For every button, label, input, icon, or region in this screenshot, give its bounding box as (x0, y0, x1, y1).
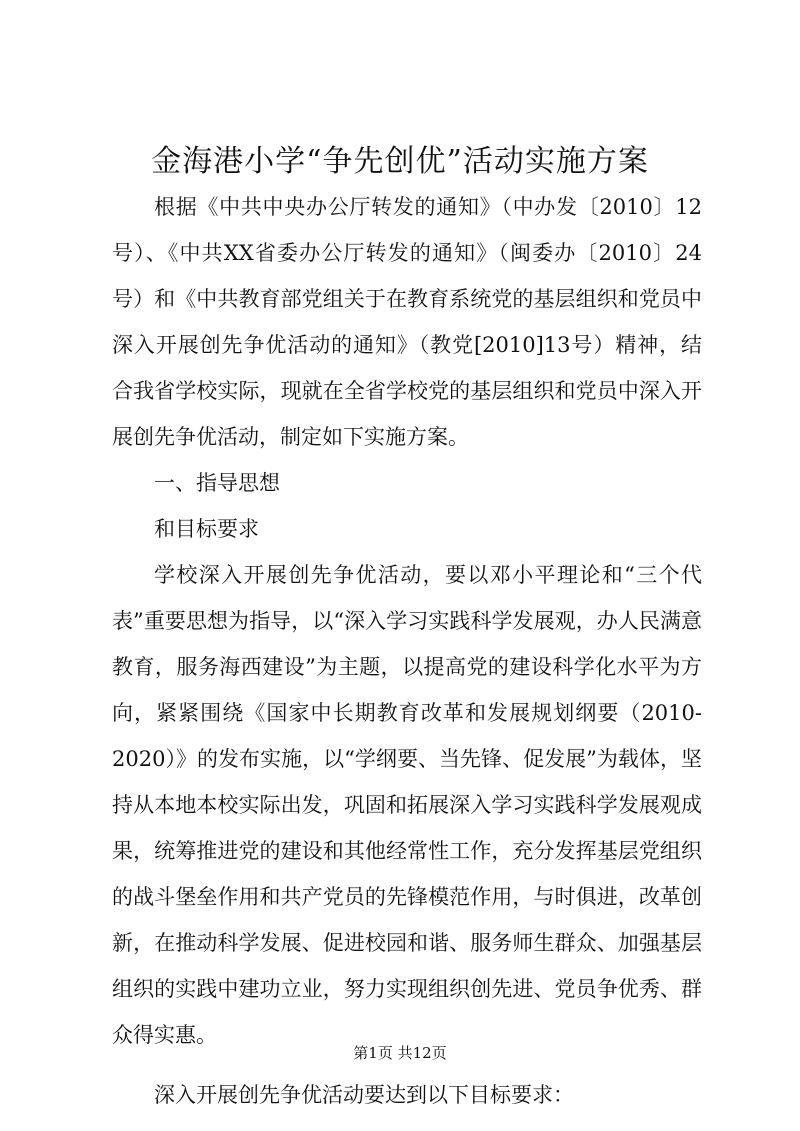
heading-goals: 和目标要求 (154, 517, 259, 541)
paragraph-basis: 根据《中共中央办公厅转发的通知》（中办发〔2010〕12号）、《中共XX省委办公厅转发的通知》（闽委办〔2010〕24号）和《中共教育部党组关于在教育系统党的基层组织和党员中深入开展创先争优活动的通知》（教党[2010]13号）精神，结合我省学校实际，现就在全省学校党的基层组织和党员中深入开展创先争优活动，制定如下实施方案。 (112, 195, 702, 449)
document-body (112, 184, 702, 1118)
page-number-footer: 第1页 共12页 (353, 1044, 447, 1062)
paragraph-guiding-content: 学校深入开展创先争优活动，要以邓小平理论和“三个代表”重要思想为指导，以“深入学习实践科学发展观，办人民满意教育，服务海西建设”为主题，以提高党的建设科学化水平为方向，紧紧围绕《国家中长期教育改革和发展规划纲要（2010-2020）》的发布实施，以“学纲要、当先锋、促发展”为载体，坚持从本地本校实际出发，巩固和拓展深入学习实践科学发展观成果，统筹推进党的建设和其他经常性工作，充分发挥基层党组织的战斗堡垒作用和共产党员的先锋模范作用，与时俱进，改革创新，在推动科学发展、促进校园和谐、服务师生群众、加强基层组织的实践中建功立业，努力实现组织创先进、党员争优秀、群众得实惠。 (112, 563, 702, 1047)
paragraph-goal-intro: 深入开展创先争优活动要达到以下目标要求： (154, 1083, 574, 1107)
heading-guiding-ideology: 一、指导思想 (154, 471, 280, 495)
document-title: 金海港小学“争先创优”活动实施方案 (151, 144, 649, 179)
